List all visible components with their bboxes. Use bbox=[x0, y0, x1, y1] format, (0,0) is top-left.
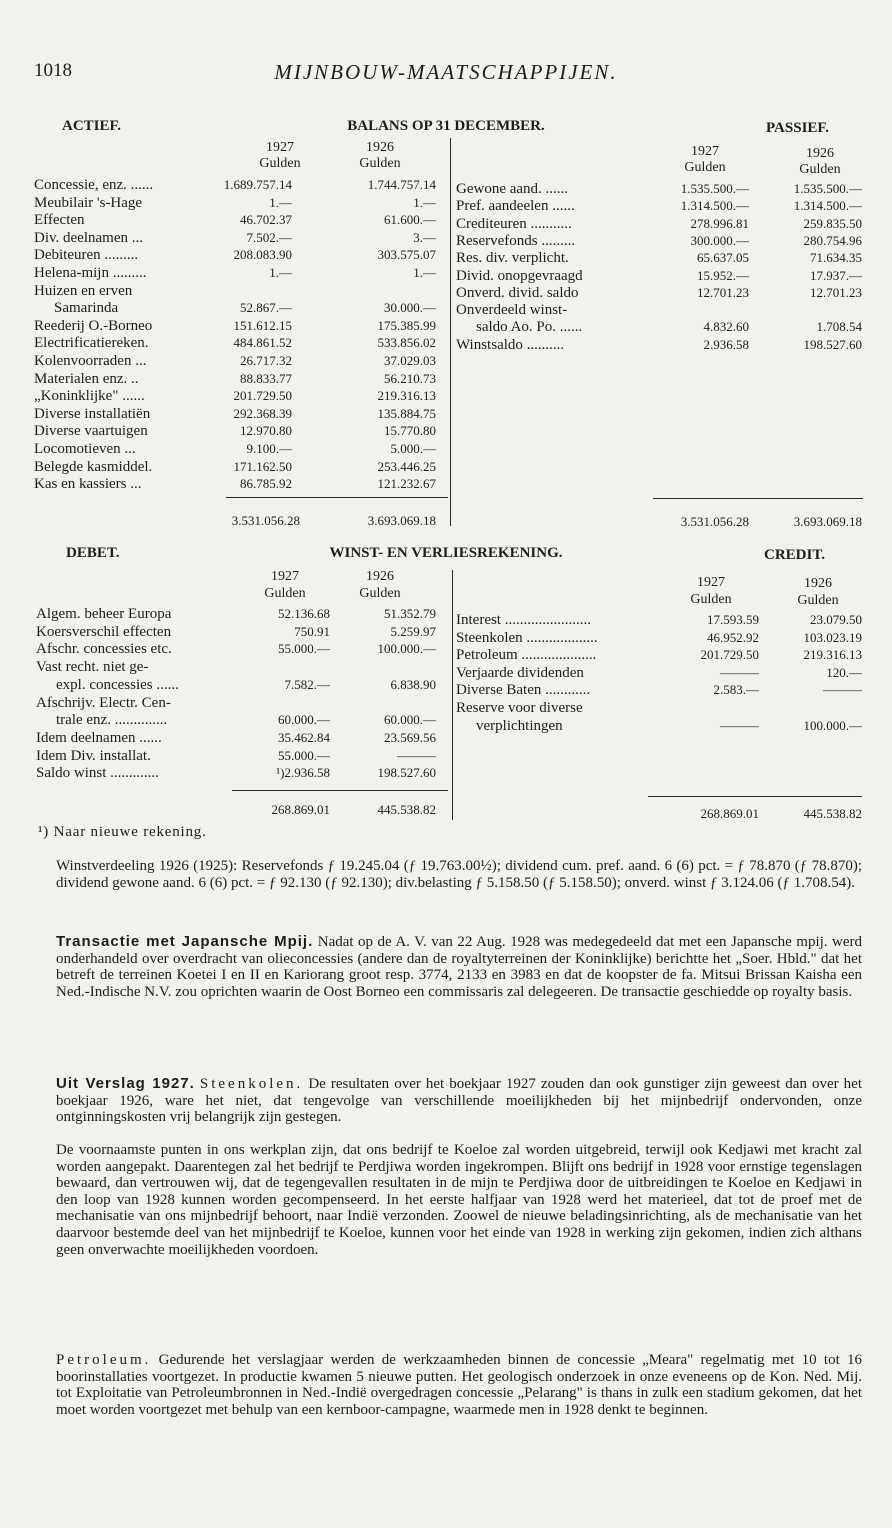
actief-value-1927: 12.970.80 bbox=[240, 423, 292, 439]
passief-label: Crediteuren ........... bbox=[456, 215, 572, 232]
petroleum-para bbox=[56, 1352, 862, 1418]
debet-label: Idem Div. installat. bbox=[36, 747, 151, 764]
transactie-para bbox=[56, 934, 862, 1000]
passief-label: Reservefonds ......... bbox=[456, 232, 576, 249]
passief-label: Res. div. verplicht. bbox=[456, 250, 569, 267]
debet-year1: 1927 bbox=[271, 569, 299, 584]
debet-row bbox=[0, 765, 892, 781]
actief-value-1926: 37.029.03 bbox=[384, 353, 436, 368]
credit-total-1926: 445.538.82 bbox=[803, 806, 862, 821]
actief-label: Kas en kassiers ... bbox=[34, 476, 142, 493]
actief-label: Belegde kasmiddel. bbox=[34, 458, 153, 475]
actief-value-1926: 61.600.— bbox=[384, 212, 436, 228]
actief-row bbox=[0, 423, 892, 439]
actief-value-1926: 135.884.75 bbox=[377, 405, 436, 421]
debet-label: Algem. beheer Europa bbox=[36, 606, 172, 622]
actief-value-1926: 15.770.80 bbox=[384, 423, 436, 439]
passief-label: Pref. aandeelen ...... bbox=[456, 198, 575, 215]
winstverdeeling-para: Winstverdeeling 1926 (1925): Reservefonds ƒ 19.245.04 (ƒ 19.763.00½); dividend cum. pref. aand. 6 (6) pct. = ƒ 78.870 (ƒ 78.870); dividend gewone aand. 6 (6) pct. = ƒ 92.130 (ƒ 92.130); div.belasting ƒ 5.158.50 (ƒ 5.158.50); onverd. winst ƒ 3.124.06 (ƒ 1.708.54). bbox=[56, 858, 862, 891]
credit-unit1: Gulden bbox=[690, 592, 732, 607]
debet-total-1927: 268.869.01 bbox=[271, 802, 330, 817]
pl-title: WINST- EN VERLIESREKENING. bbox=[329, 545, 563, 561]
passief-value-1927: 1.314.500.— bbox=[680, 198, 749, 214]
actief-row bbox=[0, 441, 892, 457]
debet-value-1926: 6.838.90 bbox=[390, 676, 436, 692]
actief-label: Debiteuren ......... bbox=[34, 247, 139, 264]
passief-label: saldo Ao. Po. ...... bbox=[476, 319, 583, 336]
actief-value-1926: 303.575.07 bbox=[377, 247, 436, 263]
actief-label: Locomotieven ... bbox=[34, 441, 136, 457]
passief-value-1927: 12.701.23 bbox=[697, 284, 749, 300]
debet-row bbox=[0, 748, 892, 764]
credit-value-1926: 23.079.50 bbox=[810, 612, 862, 627]
passief-value-1926: 12.701.23 bbox=[810, 284, 862, 300]
actief-value-1926: 5.000.— bbox=[390, 441, 436, 456]
credit-year1: 1927 bbox=[697, 575, 725, 590]
passief-value-1926: 1.535.500.— bbox=[793, 181, 862, 196]
actief-value-1926: 3.— bbox=[413, 229, 436, 245]
balance-title: BALANS OP 31 DECEMBER. bbox=[347, 118, 545, 134]
passief-value-1927: 300.000.— bbox=[690, 232, 749, 248]
debet-value-1927: 55.000.— bbox=[278, 641, 330, 657]
passief-row bbox=[0, 216, 892, 232]
debet-value-1927: 750.91 bbox=[294, 623, 330, 639]
credit-row bbox=[0, 665, 892, 681]
actief-value-1927: 52.867.— bbox=[240, 300, 292, 316]
credit-value-1927: 201.729.50 bbox=[700, 647, 759, 663]
passief-label: Onverdeeld winst- bbox=[456, 302, 568, 319]
actief-label: Kolenvoorraden ... bbox=[34, 353, 147, 369]
running-title: MIJNBOUW-MAATSCHAPPIJEN. bbox=[274, 60, 618, 84]
actief-row bbox=[0, 476, 892, 492]
debet-label: Afschr. concessies etc. bbox=[36, 641, 172, 658]
actief-value-1926: 30.000.— bbox=[384, 300, 436, 316]
debet-value-1926: ——— bbox=[397, 747, 436, 763]
credit-value-1926: ——— bbox=[823, 682, 862, 698]
credit-label: CREDIT. bbox=[764, 547, 825, 563]
debet-value-1927: 52.136.68 bbox=[278, 606, 330, 621]
actief-label: „Koninklijke" ...... bbox=[34, 388, 145, 405]
passief-value-1926: 17.937.— bbox=[810, 267, 862, 283]
actief-label: Effecten bbox=[34, 212, 85, 229]
credit-value-1927: 2.583.— bbox=[713, 682, 759, 698]
actief-value-1926: 219.316.13 bbox=[377, 388, 436, 404]
debet-value-1927: 7.582.— bbox=[284, 676, 330, 692]
credit-label: Verjaarde dividenden bbox=[456, 664, 584, 681]
debet-year2: 1926 bbox=[366, 569, 394, 584]
credit-row bbox=[0, 647, 892, 663]
passief-value-1927: 1.535.500.— bbox=[680, 181, 749, 196]
debet-label: Afschrijv. Electr. Cen- bbox=[36, 694, 171, 711]
passief-value-1927: 65.637.05 bbox=[697, 250, 749, 266]
petroleum-body: Gedurende het verslagjaar werden de werkzaamheden binnen de concessie „Mearа" regelmatig met 10 tot 16 boorinstallaties voortgezet. In productie kwamen 5 nieuwe putten. Het geologisch onderzoek in onze eveneens op de Kon. Ned. Mij. tot Exploitatie van Petroleumbronnen in Ned.-Indië overgedragen concessie „Pelarang" is thans in zulk een stadium gekomen, dat het moet worden voortgezet met behulp van een kernboor-campagne, waarmede men in 1928 denkt te beginnen. bbox=[56, 1352, 863, 1418]
passief-value-1926: 280.754.96 bbox=[803, 232, 862, 248]
actief-value-1927: 1.— bbox=[269, 194, 292, 210]
credit-row bbox=[0, 682, 892, 698]
actief-value-1927: 9.100.— bbox=[246, 441, 292, 456]
credit-total-1927: 268.869.01 bbox=[700, 806, 759, 821]
actief-row bbox=[0, 371, 892, 387]
passief-unit2: Gulden bbox=[799, 162, 841, 177]
actief-year2: 1926 bbox=[366, 140, 394, 155]
debet-value-1926: 100.000.— bbox=[377, 641, 436, 657]
actief-value-1926: 175.385.99 bbox=[377, 317, 436, 333]
passief-row bbox=[0, 337, 892, 353]
credit-row bbox=[0, 718, 892, 734]
credit-value-1926: 120.— bbox=[826, 664, 862, 680]
credit-label: Steenkolen ................... bbox=[456, 629, 598, 646]
actief-value-1926: 1.744.757.14 bbox=[367, 177, 436, 192]
actief-value-1927: 201.729.50 bbox=[233, 388, 292, 404]
passief-label: Gewone aand. ...... bbox=[456, 181, 569, 197]
passief-total-1926: 3.693.069.18 bbox=[793, 514, 862, 529]
actief-value-1927: 171.162.50 bbox=[233, 458, 292, 474]
debet-value-1926: 23.569.56 bbox=[384, 729, 436, 745]
actief-row bbox=[0, 353, 892, 369]
actief-label: Samarinda bbox=[54, 300, 119, 317]
actief-value-1926: 253.446.25 bbox=[377, 458, 436, 474]
actief-label: Materialen enz. .. bbox=[34, 370, 139, 387]
actief-value-1926: 121.232.67 bbox=[377, 476, 436, 492]
passief-row bbox=[0, 181, 892, 197]
actief-label: Electrificatiereken. bbox=[34, 335, 149, 352]
actief-value-1927: 26.717.32 bbox=[240, 353, 292, 368]
actief-unit2: Gulden bbox=[359, 156, 401, 171]
steenkolen-subheading: Steenkolen. bbox=[199, 1076, 304, 1092]
passief-value-1927: 2.936.58 bbox=[703, 336, 749, 352]
passief-row bbox=[0, 268, 892, 284]
debet-value-1927: 60.000.— bbox=[278, 712, 330, 728]
actief-label: Diverse vaartuigen bbox=[34, 423, 148, 440]
debet-label: DEBET. bbox=[66, 545, 120, 561]
petroleum-subheading: Petroleum. bbox=[56, 1352, 152, 1368]
actief-total-1926: 3.693.069.18 bbox=[367, 513, 436, 528]
debet-total-rule bbox=[232, 790, 448, 791]
verslag-body: De resultaten over het boekjaar 1927 zouden dan ook gunstiger zijn geweest dan over het boekjaar 1926, ware het niet, dat tengevolge van verschillende moeilijkheden bij het mijnbedrijf ondervonden, onze ontginningskosten vrij belangrijk zijn gestegen. bbox=[56, 1076, 863, 1126]
actief-unit1: Gulden bbox=[259, 156, 301, 171]
debet-label: Vast recht. niet ge- bbox=[36, 659, 149, 676]
actief-value-1927: 208.083.90 bbox=[233, 247, 292, 263]
credit-unit2: Gulden bbox=[797, 593, 839, 608]
passief-value-1927: 4.832.60 bbox=[703, 319, 749, 335]
actief-label: Div. deelnamen ... bbox=[34, 229, 143, 246]
credit-row bbox=[0, 700, 892, 716]
debet-value-1926: 60.000.— bbox=[384, 712, 436, 728]
actief-value-1926: 1.— bbox=[413, 194, 436, 210]
actief-value-1927: 484.861.52 bbox=[233, 335, 292, 351]
actief-value-1927: 1.689.757.14 bbox=[223, 177, 292, 192]
debet-label: trale enz. .............. bbox=[56, 712, 168, 729]
passief-total-1927: 3.531.056.28 bbox=[680, 514, 749, 529]
credit-value-1927: 17.593.59 bbox=[707, 612, 759, 627]
actief-label: Reederij O.-Borneo bbox=[34, 317, 153, 334]
voornaamste-para: De voornaamste punten in ons werkplan zijn, dat ons bedrijf te Koeloe zal worden uitgebreid, terwijl ook Kedjawi met kracht zal worden aangepakt. Daarentegen zal het bedrijf te Perdjiwa worden ingekrompen. Blijft ons bedrijf in 1928 voor ernstige tegenslagen bewaard, dan vertrouwen wij, dat de tegengevallen resultaten in de mijn te Perdjiwa door de uitbreidingen te Koeloe en Kedjawi in den loop van 1928 kunnen worden gecompenseerd. In het eerste halfjaar van 1928 werd het materieel, dat tot de proef met de mechanisatie van ons mijnbedrijf behoort, naar Indië verzonden. Zoowel de nieuwe beladingsinrichting, als de mechanisatie van het daarvoor bestemde deel van het mijnbedrijf te Koeloe, kunnen voor het einde van 1928 in werking zijn gekomen, indien zich althans geen onverwachte moeilijkheden voordoen. bbox=[56, 1142, 862, 1258]
debet-unit1: Gulden bbox=[264, 586, 306, 601]
actief-label: Helena-mijn ......... bbox=[34, 265, 147, 281]
actief-value-1927: 1.— bbox=[269, 265, 292, 280]
credit-value-1926: 103.023.19 bbox=[803, 629, 862, 645]
actief-row bbox=[0, 406, 892, 422]
passief-value-1926: 1.314.500.— bbox=[793, 198, 862, 214]
credit-value-1926: 219.316.13 bbox=[803, 647, 862, 663]
credit-total-rule bbox=[648, 796, 862, 797]
passief-label: Onverd. divid. saldo bbox=[456, 284, 579, 301]
debet-value-1927: ¹)2.936.58 bbox=[276, 765, 330, 781]
passief-year2: 1926 bbox=[806, 146, 834, 161]
credit-row bbox=[0, 630, 892, 646]
actief-row bbox=[0, 459, 892, 475]
actief-row bbox=[0, 388, 892, 404]
passief-unit1: Gulden bbox=[684, 160, 726, 175]
debet-value-1927: 35.462.84 bbox=[278, 729, 330, 745]
credit-value-1927: ——— bbox=[720, 664, 759, 680]
actief-label: Meubilair 's-Hage bbox=[34, 194, 143, 211]
credit-row bbox=[0, 612, 892, 628]
passief-row bbox=[0, 302, 892, 318]
actief-value-1927: 151.612.15 bbox=[233, 317, 292, 333]
passief-label: Winstsaldo .......... bbox=[456, 336, 565, 353]
actief-value-1926: 1.— bbox=[413, 265, 436, 280]
debet-value-1927: 55.000.— bbox=[278, 747, 330, 763]
actief-label: Huizen en erven bbox=[34, 282, 133, 299]
credit-value-1926: 100.000.— bbox=[803, 717, 862, 733]
passief-row bbox=[0, 282, 892, 301]
credit-label: Interest ....................... bbox=[456, 612, 591, 628]
credit-label: Reserve voor diverse bbox=[456, 700, 583, 716]
passief-total-rule bbox=[653, 498, 863, 499]
page-number: 1018 bbox=[34, 60, 72, 81]
credit-total-row bbox=[0, 806, 892, 822]
passief-value-1926: 1.708.54 bbox=[816, 319, 862, 335]
credit-label: verplichtingen bbox=[476, 717, 563, 734]
actief-label: ACTIEF. bbox=[62, 118, 122, 134]
transactie-body: Nadat op de A. V. van 22 Aug. 1928 was medegedeeld dat met een Japansche mpij. werd onderhandeld over overdracht van olieconcessies (andere dan de royaltyterreinen der Koninklijke) berichtte het „Soer. Hbld." dat het betreft de terreinen Koetei I en II en Kariorang groot resp. 3774, 2133 en 3983 en dat de koopster de fa. Mitsui Brissan Kaisha een Ned.-Indische N.V. zou oprichten waarin de Oost Borneo een commissaris zal delegeeren. De transactie geschiedde op royalty basis. bbox=[56, 934, 862, 1000]
passief-total-row bbox=[0, 514, 892, 530]
actief-value-1926: 533.856.02 bbox=[377, 335, 436, 351]
debet-label: Idem deelnamen ...... bbox=[36, 729, 162, 746]
passief-row bbox=[0, 319, 892, 335]
actief-value-1926: 56.210.73 bbox=[384, 370, 436, 386]
balance-divider bbox=[450, 138, 451, 526]
passief-row bbox=[0, 250, 892, 266]
passief-value-1927: 278.996.81 bbox=[690, 215, 749, 231]
actief-total-1927: 3.531.056.28 bbox=[231, 513, 300, 528]
actief-label: Concessie, enz. ...... bbox=[34, 177, 154, 193]
actief-value-1927: 88.833.77 bbox=[240, 370, 292, 386]
debet-total-1926: 445.538.82 bbox=[377, 802, 436, 817]
passief-row bbox=[0, 198, 892, 214]
passief-value-1926: 71.634.35 bbox=[810, 250, 862, 266]
actief-value-1927: 292.368.39 bbox=[233, 405, 292, 421]
credit-label: Petroleum .................... bbox=[456, 647, 597, 664]
transactie-heading: Transactie met Japansche Mpij. bbox=[56, 933, 314, 950]
verslag-para bbox=[56, 1076, 862, 1126]
pl-divider bbox=[452, 570, 453, 820]
debet-label: Koersverschil effecten bbox=[36, 623, 172, 640]
actief-value-1927: 46.702.37 bbox=[240, 212, 292, 228]
passief-label: Divid. onopgevraagd bbox=[456, 267, 583, 284]
credit-value-1927: ——— bbox=[720, 717, 759, 733]
passief-value-1926: 259.835.50 bbox=[803, 215, 862, 231]
actief-value-1927: 7.502.— bbox=[246, 229, 292, 245]
debet-value-1926: 198.527.60 bbox=[377, 765, 436, 781]
debet-value-1926: 5.259.97 bbox=[390, 623, 436, 639]
credit-label: Diverse Baten ............ bbox=[456, 682, 591, 699]
actief-value-1927: 86.785.92 bbox=[240, 476, 292, 492]
debet-label: Saldo winst ............. bbox=[36, 765, 159, 782]
passief-label: PASSIEF. bbox=[766, 120, 829, 136]
actief-year1: 1927 bbox=[266, 140, 294, 155]
debet-value-1926: 51.352.79 bbox=[384, 606, 436, 621]
actief-label: Diverse installatiën bbox=[34, 405, 151, 422]
passief-value-1927: 15.952.— bbox=[697, 267, 749, 283]
actief-total-rule bbox=[226, 497, 448, 498]
debet-label: expl. concessies ...... bbox=[56, 676, 179, 693]
passief-row bbox=[0, 233, 892, 249]
passief-value-1926: 198.527.60 bbox=[803, 336, 862, 352]
credit-value-1927: 46.952.92 bbox=[707, 629, 759, 645]
passief-year1: 1927 bbox=[691, 144, 719, 159]
debet-unit2: Gulden bbox=[359, 586, 401, 601]
credit-year2: 1926 bbox=[804, 576, 832, 591]
verslag-heading: Uit Verslag 1927. bbox=[56, 1075, 195, 1092]
